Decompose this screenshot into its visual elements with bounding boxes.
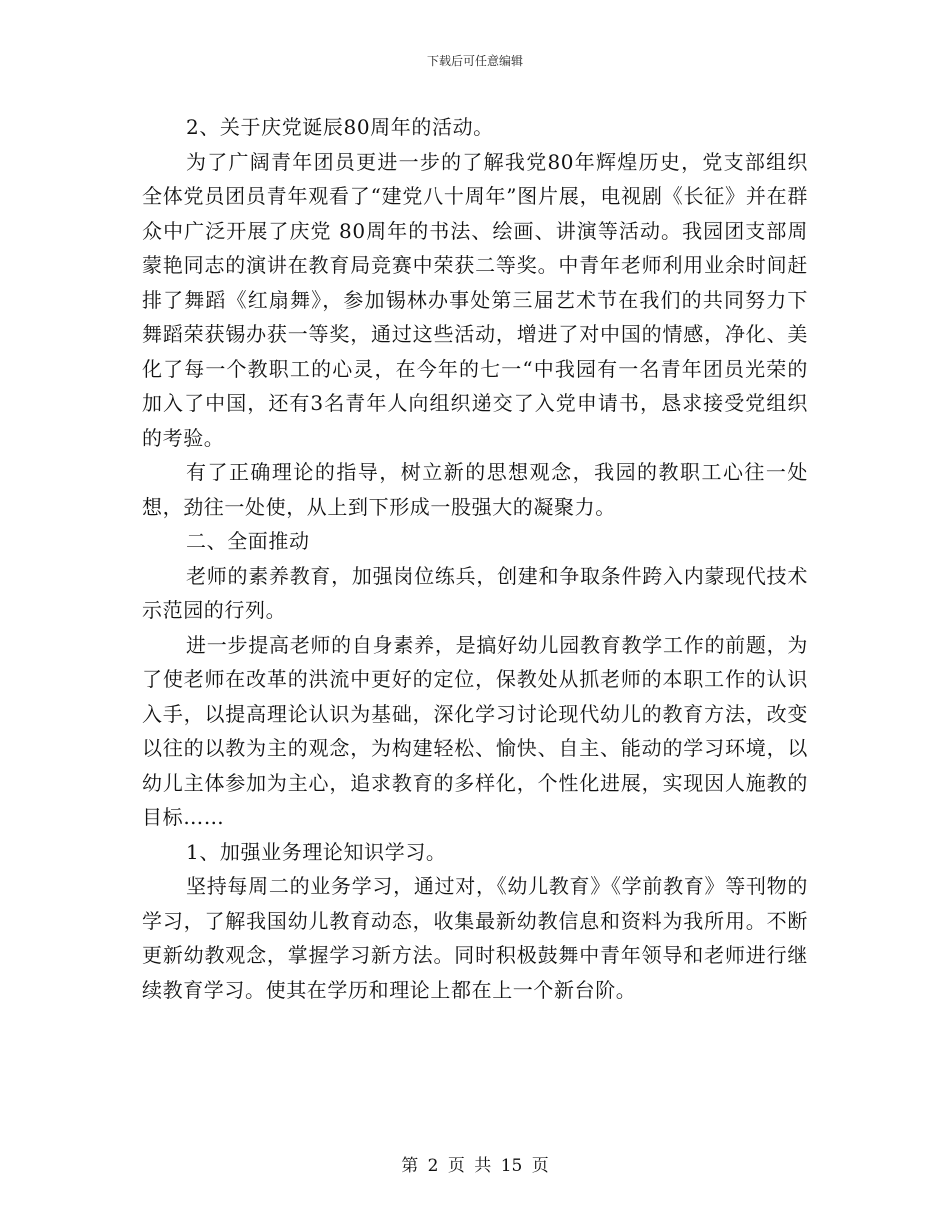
paragraph-item: 为了广阔青年团员更进一步的了解我党80年辉煌历史，党支部组织全体党员团员青年观看了“建党八十周年”图片展，电视剧《长征》并在群众中广泛开展了庆党 80周年的书法、绘画、讲演等活动。我园团支部周蒙艳同志的演讲在教育局竞赛中荣获二等奖。中青年老师利用业余时间赶排了舞蹈《红扇舞》，参加锡林办事处第三届艺术节在我们的共同努力下舞蹈荣获锡办获一等奖，通过这些活动，增进了对中国的情感，净化、美化了每一个教职工的心灵，在今年的七一“中我园有一名青年团员光荣的加入了中国，还有3名青年人向组织递交了入党申请书，恳求接受党组织的考验。 [142,149,808,450]
page-header: 下载后可任意编辑 [426,54,523,68]
paragraph-item: 2、关于庆党诞辰80周年的活动。 [186,115,494,139]
paragraph-item: 进一步提高老师的自身素养，是搞好幼儿园教育教学工作的前题，为了使老师在改革的洪流中更好的定位，保教处从抓老师的本职工作的认识入手，以提高理论认识为基础，深化学习讨论现代幼儿的教育方法，改变以往的以教为主的观念，为构建轻松、愉快、自主、能动的学习环境，以幼儿主体参加为主心，追求教育的多样化，个性化进展，实现因人施教的目标…… [142,632,808,829]
subsection-heading: 1、加强业务理论知识学习。 [186,839,447,864]
paragraph-item: 坚持每周二的业务学习，通过对，《幼儿教育》《学前教育》等刊物的学习，了解我国幼儿教育动态，收集最新幼教信息和资料为我所用。不断更新幼教观念，掌握学习新方法。同时积极鼓舞中青年领导和老师进行继续教育学习。使其在学历和理论上都在上一个新台阶。 [142,874,808,1002]
section-heading: 二、全面推动 [186,529,310,553]
paragraph-item: 老师的素养教育，加强岗位练兵，创建和争取条件跨入内蒙现代技术示范园的行列。 [142,563,808,622]
document-body [142,110,808,1007]
page-footer: 第 2 页 共 15 页 [401,1156,549,1176]
paragraph-item: 有了正确理论的指导，树立新的思想观念，我园的教职工心往一处想，劲往一处使，从上到下形成一股强大的凝聚力。 [142,460,808,519]
